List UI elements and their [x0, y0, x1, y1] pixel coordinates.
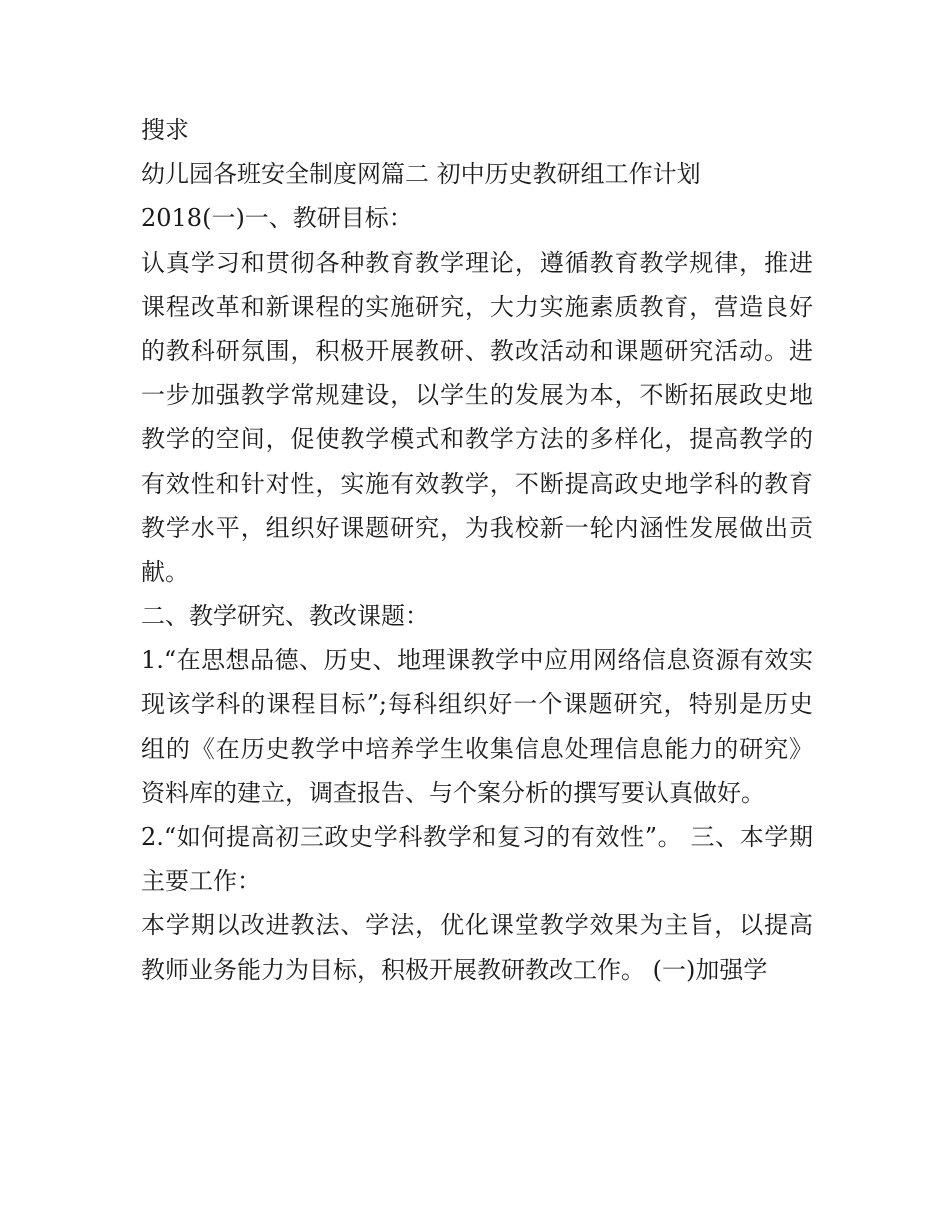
doc-line: 资料库的建立，调查报告、与个案分析的撰写要认真做好。 — [141, 778, 765, 807]
doc-line: 献。 — [141, 557, 189, 586]
doc-line: 教师业务能力为目标，积极开展教研教改工作。 (一)加强学 — [141, 955, 768, 984]
document-body — [141, 108, 813, 992]
doc-line: 1.“在思想品德、历史、地理课教学中应用网络信息资源有效实 — [141, 646, 813, 675]
doc-line: 搜求 — [141, 116, 189, 144]
doc-line: 组的《在历史教学中培养学生收集信息处理信息能力的研究》 — [141, 734, 813, 763]
doc-line: 2018(一)一、教研目标： — [141, 204, 413, 233]
doc-line: 有效性和针对性，实施有效教学，不断提高政史地学科的教育 — [141, 469, 813, 498]
doc-title-line: 幼儿园各班安全制度网篇二 初中历史教研组工作计划 — [141, 160, 701, 189]
doc-line: 教学水平，组织好课题研究，为我校新一轮内涵性发展做出贡 — [141, 513, 813, 542]
doc-line: 现该学科的课程目标”;每科组织好一个课题研究，特别是历史 — [141, 690, 813, 719]
doc-line: 的教科研氛围，积极开展教研、教改活动和课题研究活动。进 — [141, 336, 813, 365]
doc-line: 课程改革和新课程的实施研究，大力实施素质教育，营造良好 — [141, 292, 813, 321]
doc-line: 一步加强教学常规建设，以学生的发展为本，不断拓展政史地 — [141, 381, 813, 410]
doc-line: 教学的空间，促使教学模式和教学方法的多样化，提高教学的 — [141, 425, 813, 454]
doc-line: 主要工作： — [141, 867, 261, 896]
doc-line: 本学期以改进教法、学法，优化课堂教学效果为主旨，以提高 — [141, 911, 813, 940]
doc-line: 2.“如何提高初三政史学科教学和复习的有效性”。 三、本学期 — [141, 823, 813, 851]
doc-heading: 二、教学研究、教改课题： — [141, 602, 429, 631]
doc-line: 认真学习和贯彻各种教育教学理论，遵循教育教学规律，推进 — [141, 248, 813, 277]
